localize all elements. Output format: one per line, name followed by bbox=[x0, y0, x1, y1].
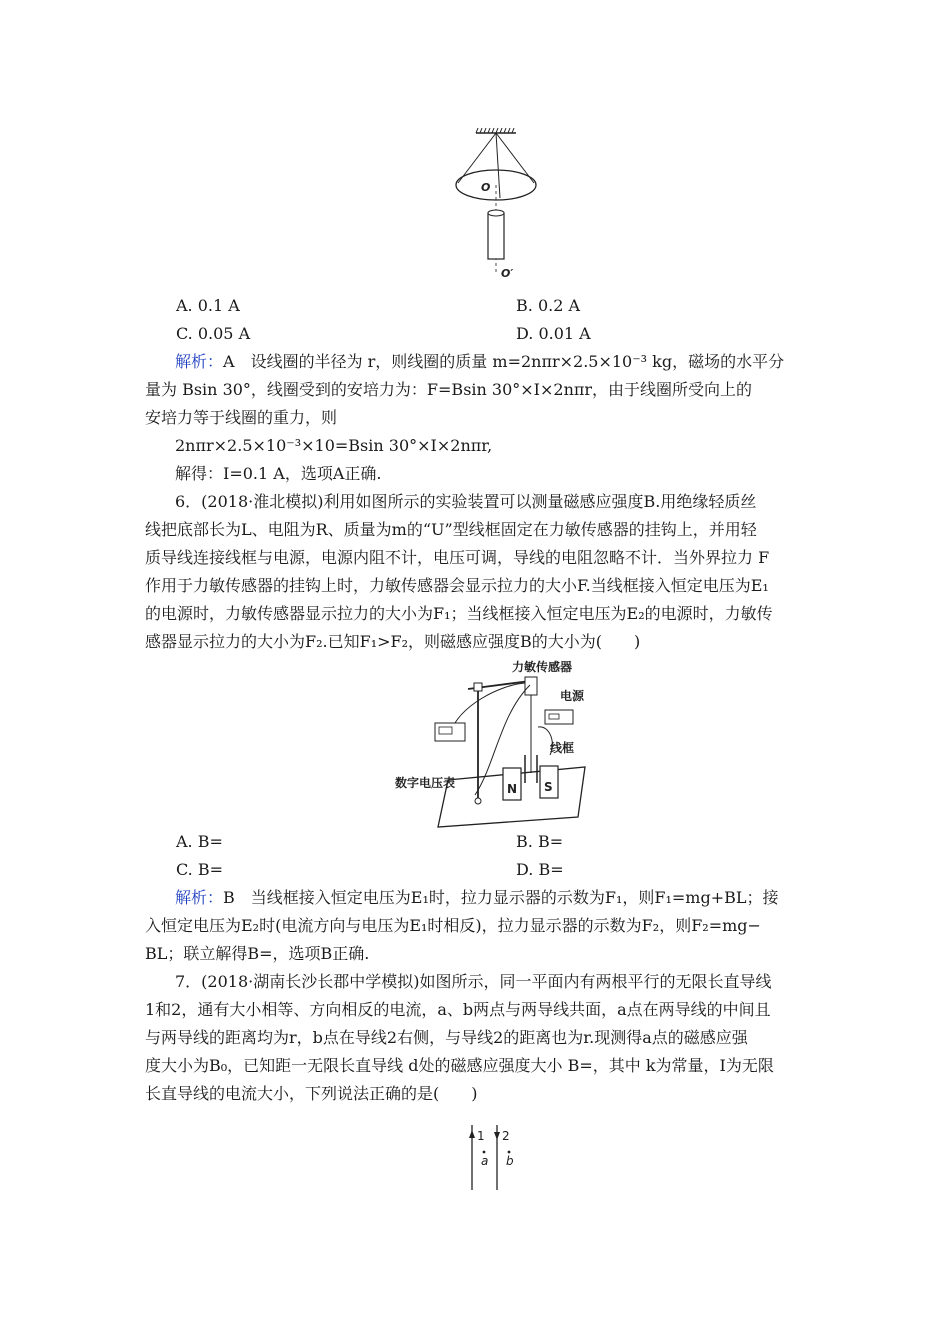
label-o-prime: O′ bbox=[501, 267, 514, 280]
q5-option-d: D. 0.01 A bbox=[516, 324, 591, 343]
label-point-b: b bbox=[506, 1154, 514, 1168]
q5-analysis-line-4: 2nπr×2.5×10⁻³×10=Bsin 30°×I×2nπr, bbox=[175, 436, 493, 455]
q5-analysis-line-3: 安培力等于线圈的重力，则 bbox=[145, 408, 338, 427]
analysis-label: 解析： bbox=[175, 888, 224, 907]
label-sensor: 力敏传感器 bbox=[512, 660, 573, 674]
q5-analysis-line-2: 量为 Bsin 30°，线圈受到的安培力为：F=Bsin 30°×I×2nπr，由于线圈所受向上的 bbox=[145, 380, 753, 399]
figure-apparatus bbox=[390, 655, 600, 830]
q6-line-4: 作用于力敏传感器的挂钩上时，力敏传感器会显示拉力的大小F.当线框接入恒定电压为E₁ bbox=[145, 576, 769, 595]
q6-analysis-line-3: BL；联立解得B=，选项B正确. bbox=[145, 944, 370, 963]
label-o: O bbox=[481, 181, 491, 194]
figure-suspended-coil bbox=[450, 125, 550, 285]
q6-line-2: 线把底部长为L、电阻为R、质量为m的“U”型线框固定在力敏传感器的挂钩上，并用轻 bbox=[145, 520, 757, 539]
q5-option-b: B. 0.2 A bbox=[516, 296, 581, 315]
label-voltmeter: 数字电压表 bbox=[395, 776, 456, 790]
q6-line-1: 6．(2018·淮北模拟)利用如图所示的实验装置可以测量磁感应强度B.用绝缘轻质丝 bbox=[175, 492, 757, 511]
label-magnet-n: N bbox=[507, 782, 518, 796]
q6-option-a: A. B= bbox=[176, 832, 223, 851]
q7-line-5: 长直导线的电流大小，下列说法正确的是( ) bbox=[145, 1084, 478, 1103]
q5-analysis-line-5: 解得：I=0.1 A，选项A正确. bbox=[175, 464, 382, 483]
q6-analysis-line-2: 入恒定电压为E₂时(电流方向与电压为E₁时相反)，拉力显示器的示数为F₂，则F₂=mg− bbox=[145, 916, 761, 935]
q6-line-6: 感器显示拉力的大小为F₂.已知F₁>F₂，则磁感应强度B的大小为( ) bbox=[145, 632, 641, 651]
q6-analysis-line-1: 解析：B 当线框接入恒定电压为E₁时，拉力显示器的示数为F₁，则F₁=mg+BL；接 bbox=[175, 888, 779, 907]
label-wire-1: 1 bbox=[477, 1129, 485, 1143]
q6-option-d: D. B= bbox=[516, 860, 564, 879]
q7-line-1: 7．(2018·湖南长沙长郡中学模拟)如图所示，同一平面内有两根平行的无限长直导线 bbox=[175, 972, 772, 991]
q6-line-3: 质导线连接线框与电源，电源内阻不计，电压可调，导线的电阻忽略不计．当外界拉力 F bbox=[145, 548, 770, 567]
label-frame: 线框 bbox=[550, 741, 575, 755]
label-magnet-s: S bbox=[544, 780, 553, 794]
q7-line-4: 度大小为B₀，已知距一无限长直导线 d处的磁感应强度大小 B=，其中 k为常量，I为无限 bbox=[145, 1056, 774, 1075]
analysis-label: 解析： bbox=[175, 352, 224, 371]
label-point-a: a bbox=[481, 1154, 489, 1168]
q7-line-3: 与两导线的距离均为r，b点在导线2右侧，与导线2的距离也为r.现测得a点的磁感应强 bbox=[145, 1028, 748, 1047]
q6-option-c: C. B= bbox=[176, 860, 224, 879]
figure-parallel-wires bbox=[455, 1120, 525, 1195]
q6-line-5: 的电源时，力敏传感器显示拉力的大小为F₁；当线框接入恒定电压为E₂的电源时，力敏传 bbox=[145, 604, 773, 623]
q5-option-a: A. 0.1 A bbox=[176, 296, 240, 315]
q6-option-b: B. B= bbox=[516, 832, 564, 851]
label-power: 电源 bbox=[560, 689, 585, 703]
q5-option-c: C. 0.05 A bbox=[176, 324, 251, 343]
q7-line-2: 1和2，通有大小相等、方向相反的电流，a、b两点与两导线共面，a点在两导线的中间且 bbox=[145, 1000, 771, 1019]
label-wire-2: 2 bbox=[502, 1129, 510, 1143]
q5-analysis-line-1: 解析：A 设线圈的半径为 r，则线圈的质量 m=2nπr×2.5×10⁻³ kg，磁场的水平分 bbox=[175, 352, 785, 371]
